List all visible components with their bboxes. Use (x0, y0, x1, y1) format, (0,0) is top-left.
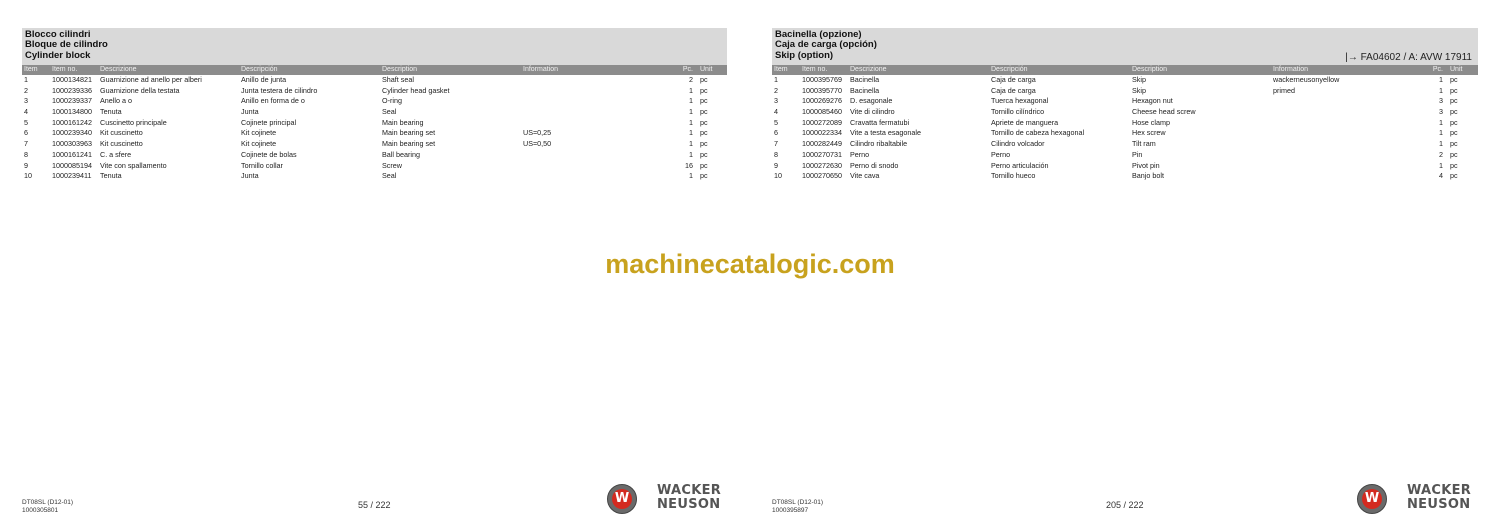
cell-description: O-ring (382, 96, 402, 106)
cell-descripcion: Tuerca hexagonal (991, 96, 1049, 106)
parts-table (22, 28, 727, 182)
cell-description: Skip (1132, 75, 1146, 84)
col-information: Information (1273, 66, 1309, 73)
cell-item-no: 1000239340 (52, 128, 92, 138)
cell-item-no: 1000239411 (52, 171, 92, 181)
col-unit: Unit (700, 66, 713, 73)
logo-text: WACKER NEUSON (657, 483, 722, 512)
cell-item-no: 1000134800 (52, 107, 92, 117)
cell-description: Banjo bolt (1132, 171, 1164, 181)
title-english: Cylinder block (25, 49, 91, 61)
cell-descripcion: Caja de carga (991, 75, 1036, 84)
cell-item-no: 1000085194 (52, 160, 92, 170)
cell-description: Ball bearing (382, 149, 420, 159)
doc-number: 1000305801 (22, 506, 59, 514)
parts-table (772, 28, 1478, 182)
cell-item: 2 (774, 85, 778, 95)
table-row (22, 161, 727, 172)
cell-unit: pc (1450, 107, 1458, 117)
cell-unit: pc (1450, 139, 1458, 149)
logo-text: WACKER NEUSON (1407, 483, 1472, 512)
cell-unit: pc (700, 107, 708, 117)
cell-description: Pivot pin (1132, 160, 1160, 170)
cell-item: 1 (774, 75, 778, 84)
cell-information (521, 96, 662, 107)
cell-item: 3 (774, 96, 778, 106)
cell-unit: pc (1450, 149, 1458, 159)
cell-description: Hose clamp (1132, 117, 1170, 127)
cell-descripcion: Junta testera de cilindro (241, 85, 318, 95)
cell-item: 4 (774, 107, 778, 117)
col-item-no: Item no. (802, 66, 828, 73)
cell-information: US=0,50 (523, 139, 552, 149)
cell-description: Main bearing set (382, 139, 436, 149)
cell-descripcion: Cojinete de bolas (241, 149, 297, 159)
cell-item-no: 1000270650 (802, 171, 842, 181)
cell-unit: pc (700, 149, 708, 159)
cell-unit: pc (700, 171, 708, 181)
table-body (22, 75, 727, 182)
cell-item: 6 (774, 128, 778, 138)
cell-item: 5 (24, 117, 28, 127)
cell-descrizione: Perno (850, 149, 870, 159)
table-body (772, 75, 1478, 182)
cell-description: Cheese head screw (1132, 107, 1196, 117)
cell-item-no: 1000134821 (52, 75, 92, 84)
col-information: Information (523, 66, 559, 73)
cell-information (1271, 139, 1412, 150)
cell-descripcion: Junta (241, 171, 259, 181)
cell-item: 9 (774, 160, 778, 170)
table-row (772, 150, 1478, 161)
cell-descrizione: Vite con spallamento (100, 160, 167, 170)
cell-item-no: 1000272089 (802, 117, 842, 127)
cell-descripcion: Tornillo hueco (991, 171, 1036, 181)
cell-description: Seal (382, 171, 397, 181)
doc-info (22, 499, 73, 514)
cell-information (1271, 171, 1412, 182)
cell-unit: pc (700, 139, 708, 149)
cell-information (1271, 150, 1412, 161)
cell-information (521, 107, 662, 118)
cell-descripcion: Tornillo de cabeza hexagonal (991, 128, 1085, 138)
col-pc: Pc. (682, 66, 693, 73)
cell-pc: 1 (689, 85, 693, 95)
cell-item: 10 (774, 171, 782, 181)
cell-descripcion: Caja de carga (991, 85, 1036, 95)
cell-pc: 1 (1439, 117, 1443, 127)
table-row (22, 128, 727, 139)
cell-descripcion: Tornillo cilíndrico (991, 107, 1045, 117)
cell-descrizione: Vite cava (850, 171, 880, 181)
cell-descripcion: Cojinete principal (241, 117, 297, 127)
cell-description: Screw (382, 160, 402, 170)
cell-item: 4 (24, 107, 28, 117)
cell-descrizione: Bacinella (850, 75, 880, 84)
cell-information (521, 150, 662, 161)
table-row (772, 118, 1478, 129)
cell-unit: pc (1450, 85, 1458, 95)
cell-information (1271, 118, 1412, 129)
cell-descripcion: Anillo de junta (241, 75, 287, 84)
cell-item-no: 1000270731 (802, 149, 842, 159)
cell-description: Shaft seal (382, 75, 414, 84)
cell-item-no: 1000272630 (802, 160, 842, 170)
title-italian: Bacinella (opzione) (775, 29, 862, 40)
cell-descrizione: D. esagonale (850, 96, 893, 106)
cell-descripcion: Junta (241, 107, 259, 117)
col-item: Item (24, 66, 38, 73)
cell-item: 7 (774, 139, 778, 149)
cell-pc: 16 (685, 160, 693, 170)
cell-item-no: 1000161241 (52, 149, 92, 159)
cell-pc: 1 (1439, 75, 1443, 84)
table-row (22, 96, 727, 107)
table-row (22, 107, 727, 118)
cell-descrizione: Kit cuscinetto (100, 139, 143, 149)
table-row (22, 118, 727, 129)
cell-descrizione: Guarnizione della testata (100, 85, 180, 95)
cell-description: Tilt ram (1132, 139, 1156, 149)
col-descrizione: Descrizione (100, 66, 137, 73)
table-header (772, 28, 1478, 65)
cell-pc: 2 (1439, 149, 1443, 159)
cell-item-no: 1000395769 (802, 75, 842, 84)
title-spanish: Caja de carga (opción) (775, 39, 877, 51)
cell-pc: 4 (1439, 171, 1443, 181)
doc-model: DT08SL (D12-01) (22, 499, 74, 506)
table-row (772, 86, 1478, 97)
doc-info (772, 499, 823, 514)
table-row (22, 139, 727, 150)
column-headers (772, 65, 1478, 75)
cell-item: 1 (24, 75, 28, 84)
title-italian: Blocco cilindri (25, 29, 91, 40)
col-description: Description (1132, 66, 1168, 73)
serial-reference: |→ FA04602 / A: AVW 17911 (1345, 52, 1472, 63)
cell-pc: 1 (1439, 160, 1443, 170)
col-pc: Pc. (1432, 66, 1443, 73)
cell-unit: pc (700, 117, 708, 127)
cell-information (521, 86, 662, 97)
wacker-neuson-logo (607, 484, 732, 514)
cell-description: Cylinder head gasket (382, 85, 450, 95)
watermark: machinecatalogic.com (605, 249, 895, 279)
cell-information (521, 161, 662, 172)
col-item-no: Item no. (52, 66, 78, 73)
cell-descripcion: Tornillo collar (241, 160, 283, 170)
table-row (772, 161, 1478, 172)
cell-unit: pc (700, 85, 708, 95)
cell-descripcion: Perno articulación (991, 160, 1049, 170)
cell-item: 8 (774, 149, 778, 159)
cell-descrizione: Kit cuscinetto (100, 128, 143, 138)
cell-item-no: 1000269276 (802, 96, 842, 106)
cell-information (1271, 96, 1412, 107)
col-unit: Unit (1450, 66, 1463, 73)
table-row (772, 128, 1478, 139)
cell-item: 10 (24, 171, 32, 181)
page-number: 55 / 222 (358, 500, 391, 510)
col-descripcion: Descripción (991, 66, 1028, 73)
cell-information (1271, 128, 1412, 139)
table-row (22, 150, 727, 161)
table-header (22, 28, 727, 65)
col-description: Description (382, 66, 418, 73)
table-row (772, 75, 1478, 86)
cell-pc: 1 (689, 107, 693, 117)
cell-unit: pc (700, 128, 708, 138)
cell-item-no: 1000282449 (802, 139, 842, 149)
cell-descrizione: Guarnizione ad anello per alberi (100, 75, 202, 84)
cell-pc: 1 (689, 171, 693, 181)
column-headers (22, 65, 727, 75)
cell-information: US=0,25 (523, 128, 552, 138)
table-row (772, 171, 1478, 182)
cell-descrizione: Vite di cilindro (850, 107, 895, 117)
cell-descrizione: Tenuta (100, 171, 122, 181)
cell-description: Main bearing (382, 117, 424, 127)
title-english: Skip (option) (775, 49, 834, 61)
cell-unit: pc (1450, 171, 1458, 181)
cell-information (1271, 107, 1412, 118)
cell-pc: 1 (1439, 139, 1443, 149)
col-item: Item (774, 66, 788, 73)
cell-information: wackerneusonyellow (1273, 75, 1340, 84)
title-spanish: Bloque de cilindro (25, 39, 108, 51)
cell-descrizione: Perno di snodo (850, 160, 899, 170)
cell-description: Seal (382, 107, 397, 117)
cell-unit: pc (700, 75, 708, 84)
cell-item-no: 1000395770 (802, 85, 842, 95)
doc-model: DT08SL (D12-01) (772, 499, 824, 506)
cell-pc: 1 (689, 117, 693, 127)
doc-number: 1000395897 (772, 506, 809, 514)
cell-item-no: 1000239336 (52, 85, 92, 95)
cell-descripcion: Kit cojinete (241, 139, 277, 149)
table-row (22, 171, 727, 182)
cell-descripcion: Cilindro volcador (991, 139, 1045, 149)
cell-item-no: 1000022334 (802, 128, 842, 138)
cell-descripcion: Kit cojinete (241, 128, 277, 138)
cell-pc: 2 (689, 75, 693, 84)
cell-item: 9 (24, 160, 28, 170)
table-row (22, 75, 727, 86)
cell-information (1271, 161, 1412, 172)
cell-pc: 3 (1439, 107, 1443, 117)
cell-item: 5 (774, 117, 778, 127)
cell-descrizione: Cravatta fermatubi (850, 117, 910, 127)
cell-item-no: 1000239337 (52, 96, 92, 106)
cell-pc: 1 (689, 96, 693, 106)
cell-unit: pc (1450, 160, 1458, 170)
cell-information: primed (1273, 85, 1295, 95)
wacker-neuson-logo (1357, 484, 1482, 514)
table-row (772, 107, 1478, 118)
page-number: 205 / 222 (1106, 500, 1144, 510)
cell-item: 2 (24, 85, 28, 95)
cell-unit: pc (700, 96, 708, 106)
col-descrizione: Descrizione (850, 66, 887, 73)
cell-descrizione: C. a sfere (100, 149, 132, 159)
cell-descrizione: Cuscinetto principale (100, 117, 167, 127)
cell-unit: pc (1450, 75, 1458, 84)
table-row (772, 96, 1478, 107)
cell-descripcion: Apriete de manguera (991, 117, 1059, 127)
logo-mark-icon: W (1357, 484, 1387, 514)
cell-descrizione: Anello a o (100, 96, 132, 106)
cell-item: 6 (24, 128, 28, 138)
cell-item: 8 (24, 149, 28, 159)
cell-item-no: 1000085460 (802, 107, 842, 117)
table-row (22, 86, 727, 97)
cell-item-no: 1000161242 (52, 117, 92, 127)
cell-descrizione: Tenuta (100, 107, 122, 117)
cell-pc: 1 (689, 149, 693, 159)
cell-unit: pc (1450, 117, 1458, 127)
cell-pc: 3 (1439, 96, 1443, 106)
cell-unit: pc (1450, 128, 1458, 138)
cell-pc: 1 (1439, 85, 1443, 95)
cell-descrizione: Vite a testa esagonale (850, 128, 921, 138)
cell-item: 3 (24, 96, 28, 106)
cell-description: Hexagon nut (1132, 96, 1173, 106)
cell-description: Hex screw (1132, 128, 1166, 138)
cell-pc: 1 (689, 139, 693, 149)
cell-description: Skip (1132, 85, 1146, 95)
cell-descripcion: Anillo en forma de o (241, 96, 305, 106)
cell-descrizione: Cilindro ribaltabile (850, 139, 908, 149)
col-descripcion: Descripción (241, 66, 278, 73)
cell-item: 7 (24, 139, 28, 149)
cell-unit: pc (1450, 96, 1458, 106)
cell-information (521, 118, 662, 129)
cell-pc: 1 (689, 128, 693, 138)
cell-description: Main bearing set (382, 128, 436, 138)
cell-pc: 1 (1439, 128, 1443, 138)
cell-descripcion: Perno (991, 149, 1011, 159)
logo-mark-icon: W (607, 484, 637, 514)
cell-unit: pc (700, 160, 708, 170)
cell-descrizione: Bacinella (850, 85, 880, 95)
cell-information (521, 75, 662, 86)
cell-description: Pin (1132, 149, 1143, 159)
cell-item-no: 1000303963 (52, 139, 92, 149)
table-row (772, 139, 1478, 150)
cell-information (521, 171, 662, 182)
